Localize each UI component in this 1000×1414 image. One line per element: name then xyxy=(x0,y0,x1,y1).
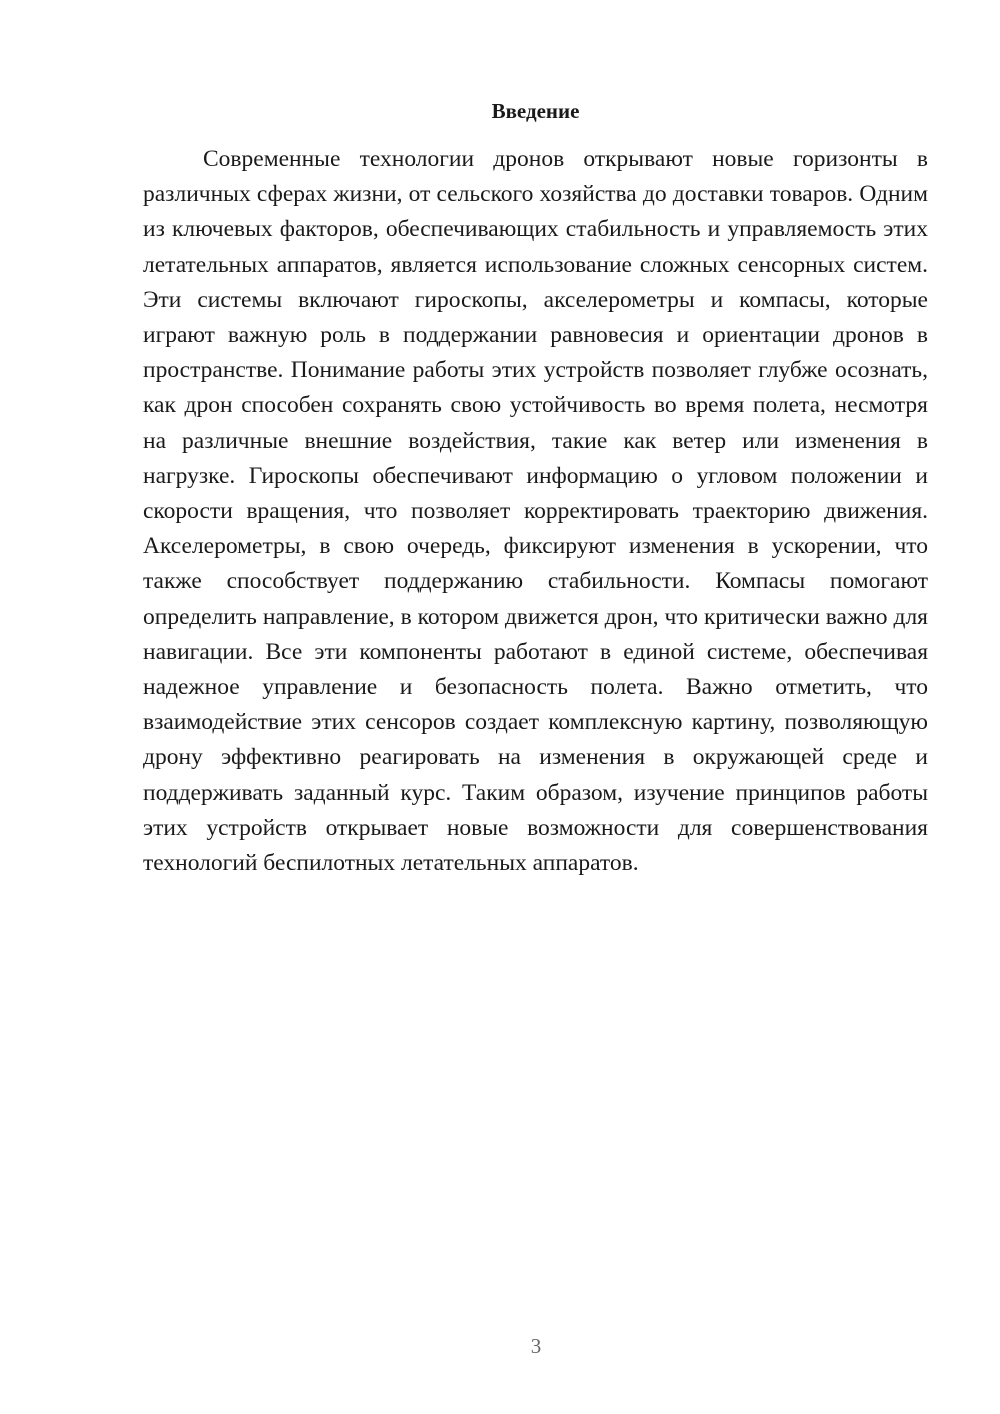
body-paragraph: Современные технологии дронов открывают новые горизонты в различных сферах жизни, от сельского хозяйства до доставки товаров. Одним из ключевых факторов, обеспечивающих стабильность и управляемость этих летательных аппаратов, является использование сложных сенсорных систем. Эти системы включают гироскопы, акселерометры и компасы, которые играют важную роль в поддержании равновесия и ориентации дронов в пространстве. Понимание работы этих устройств позволяет глубже осознать, как дрон способен сохранять свою устойчивость во время полета, несмотря на различные внешние воздействия, такие как ветер или изменения в нагрузке. Гироскопы обеспечивают информацию о угловом положении и скорости вращения, что позволяет корректировать траекторию движения. Акселерометры, в свою очередь, фиксируют изменения в ускорении, что также способствует поддержанию стабильности. Компасы помогают определить направление, в котором движется дрон, что критически важно для навигации. Все эти компоненты работают в единой системе, обеспечивая надежное управление и безопасность полета. Важно отметить, что взаимодействие этих сенсоров создает комплексную картину, позволяющую дрону эффективно реагировать на изменения в окружающей среде и поддерживать заданный курс. Таким образом, изучение принципов работы этих устройств открывает новые возможности для совершенствования технологий беспилотных летательных аппаратов. xyxy=(143,146,928,877)
page-number: 3 xyxy=(530,1334,542,1358)
section-heading: Введение xyxy=(491,99,580,123)
